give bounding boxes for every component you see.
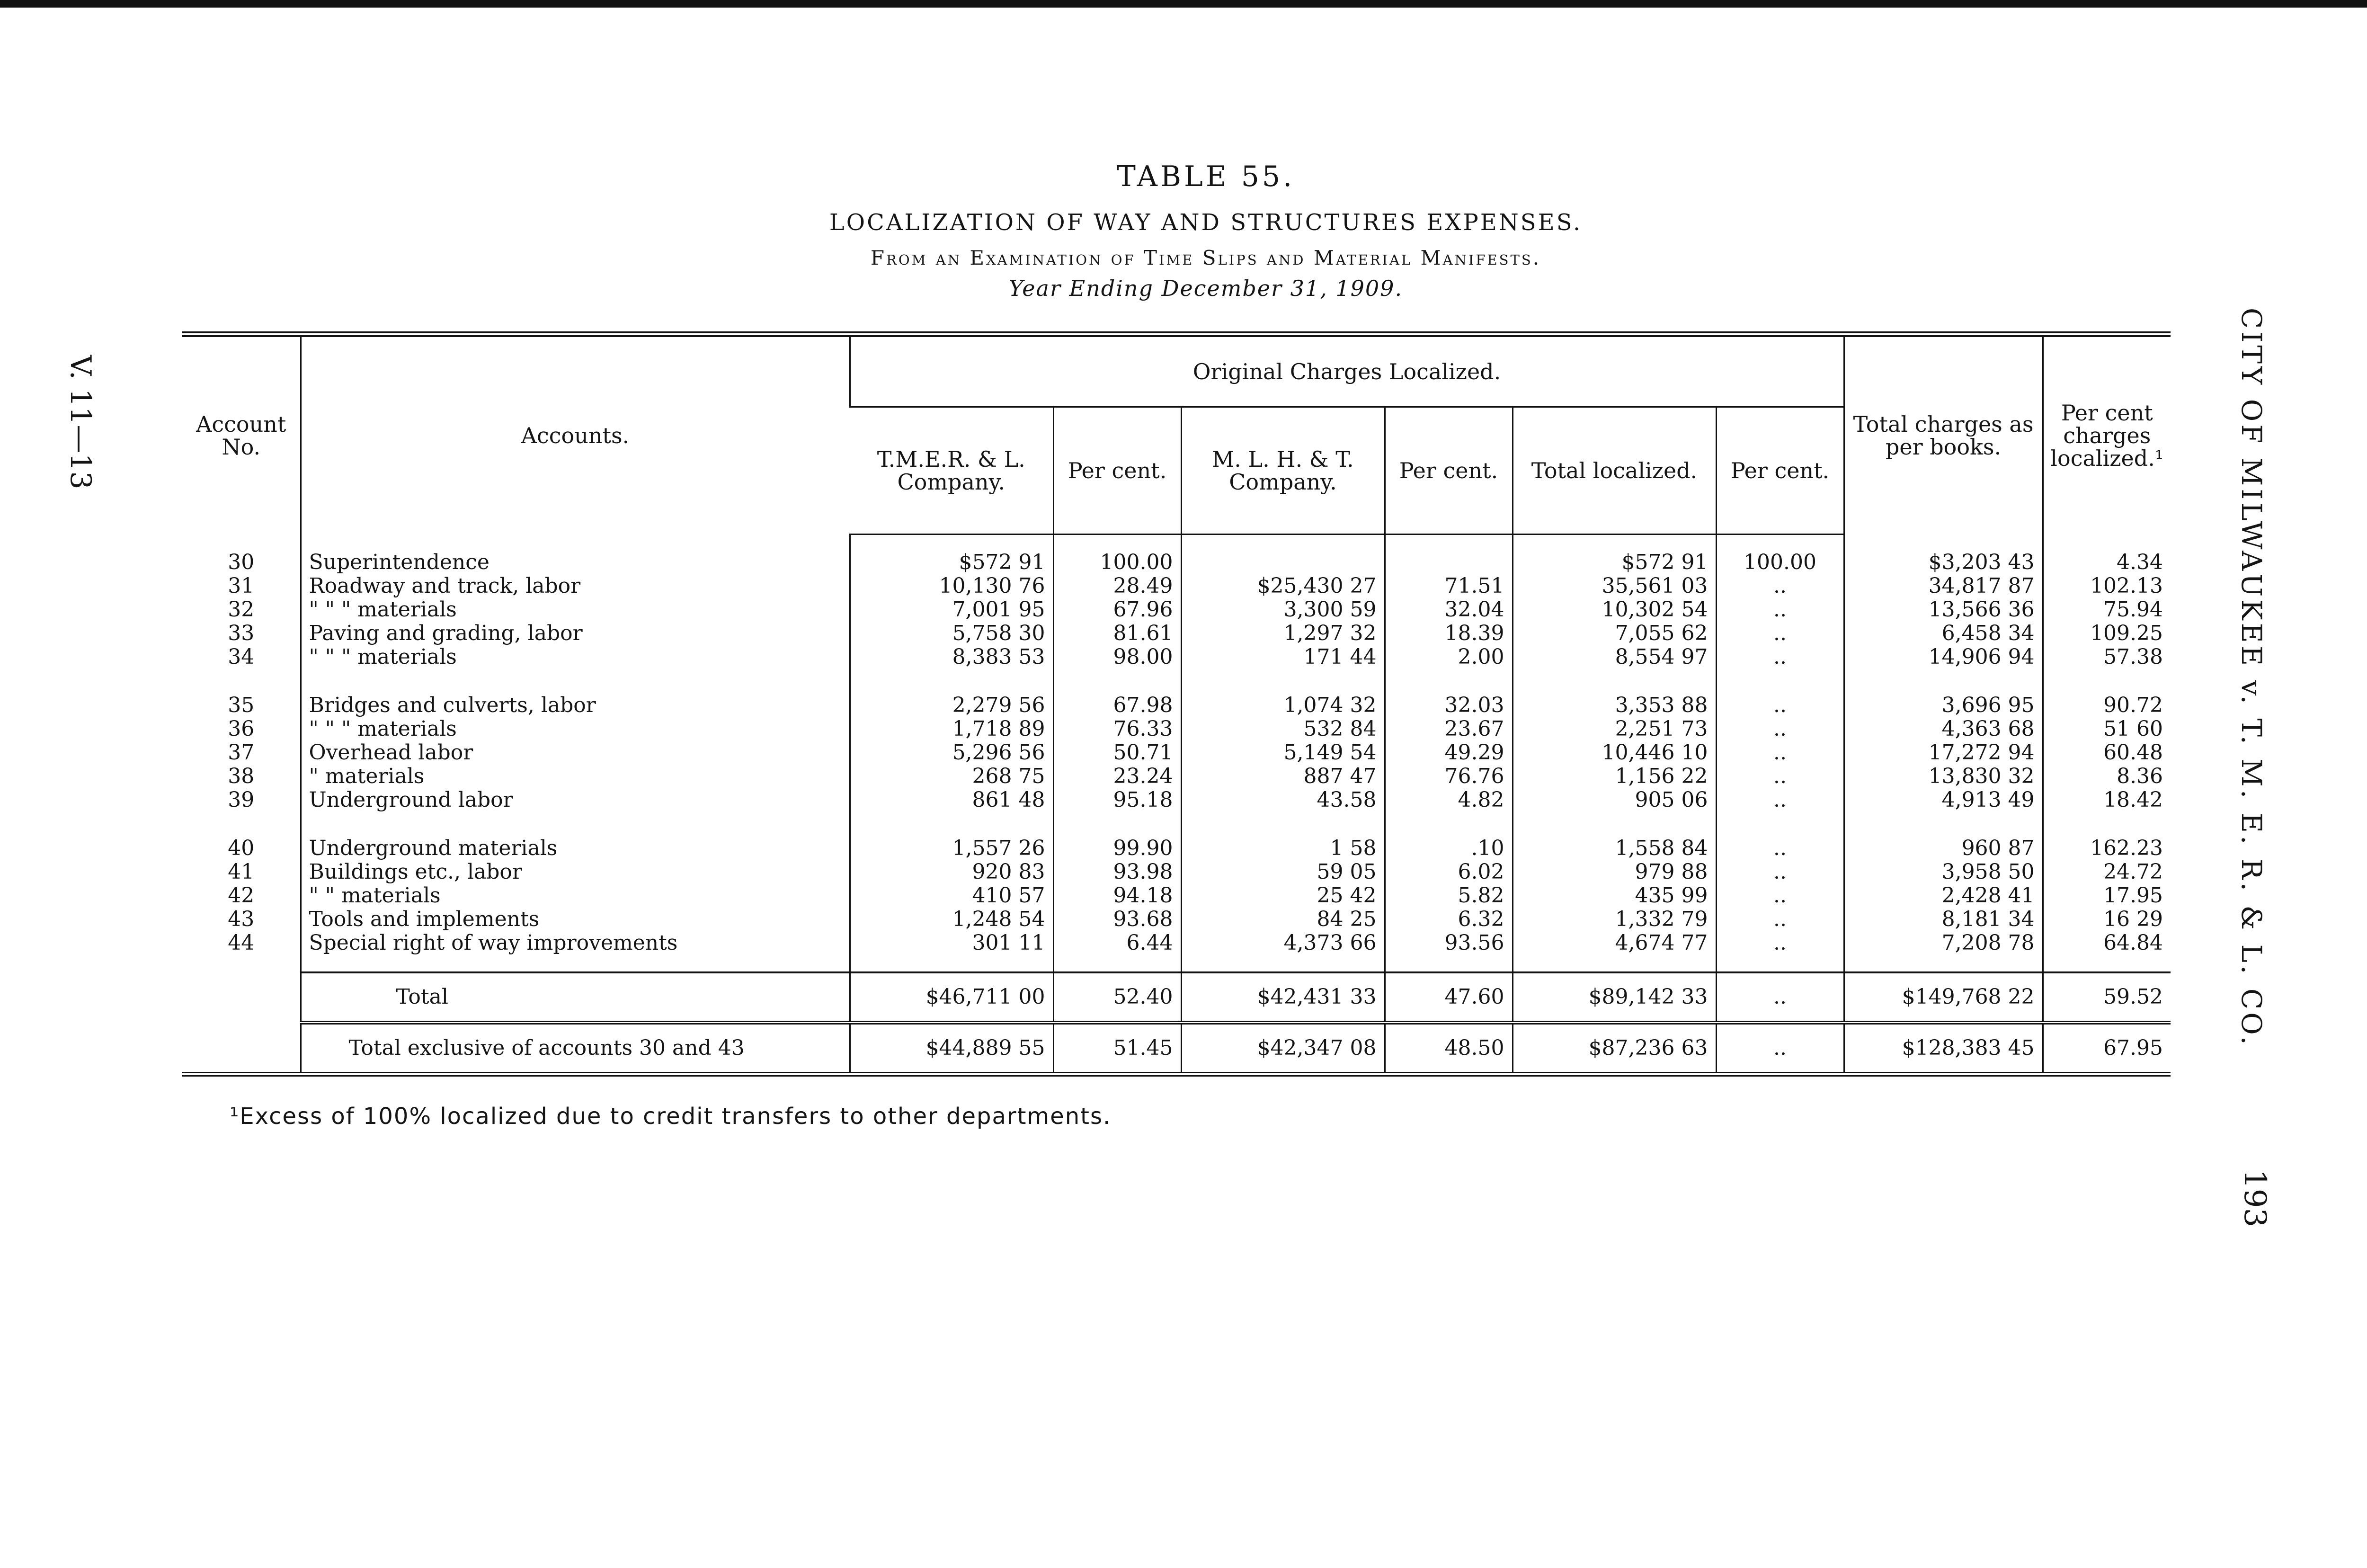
header-account-no: Account No.: [182, 334, 301, 535]
total-row-books: $149,768 22: [1844, 972, 2043, 1023]
table-row: [182, 694, 2171, 718]
mlht-amount: 3,300 59: [1181, 598, 1385, 622]
total-row-total-pct: ..: [1716, 972, 1844, 1023]
tmer-percent: 81.61: [1053, 622, 1181, 646]
account-name: Underground labor: [301, 789, 850, 812]
total-localized: 7,055 62: [1513, 622, 1716, 646]
table-row: [182, 551, 2171, 575]
total-localized: 10,446 10: [1513, 741, 1716, 765]
mlht-amount: 171 44: [1181, 646, 1385, 669]
account-number: 30: [228, 550, 255, 574]
total-localized: 435 99: [1513, 884, 1716, 908]
percent-localized: 18.42: [2043, 789, 2171, 812]
total-books: $3,203 43: [1844, 551, 2043, 575]
account-name: Overhead labor: [301, 741, 850, 765]
account-name: " " " materials: [301, 718, 850, 741]
table-source: From an Examination of Time Slips and Material Manifests.: [870, 246, 1541, 269]
percent-localized: 4.34: [2043, 551, 2171, 575]
table-row: [182, 861, 2171, 884]
mlht-percent: [1385, 551, 1513, 575]
mlht-amount: 84 25: [1181, 908, 1385, 932]
total-percent: ..: [1716, 837, 1844, 861]
table-row: [182, 837, 2171, 861]
percent-localized: 64.84: [2043, 932, 2171, 955]
account-name: Roadway and track, labor: [301, 575, 850, 598]
mlht-percent: 76.76: [1385, 765, 1513, 789]
table-row: [182, 598, 2171, 622]
percent-localized: 17.95: [2043, 884, 2171, 908]
total-percent: ..: [1716, 694, 1844, 718]
total-books: 8,181 34: [1844, 908, 2043, 932]
percent-localized: 60.48: [2043, 741, 2171, 765]
account-number: 44: [228, 931, 255, 955]
header-original-charges: Original Charges Localized.: [850, 334, 1844, 407]
tmer-amount: 1,248 54: [850, 908, 1053, 932]
total-localized: 35,561 03: [1513, 575, 1716, 598]
total-percent: ..: [1716, 646, 1844, 669]
total-books: 6,458 34: [1844, 622, 2043, 646]
percent-localized: 57.38: [2043, 646, 2171, 669]
mlht-amount: 1,297 32: [1181, 622, 1385, 646]
tmer-percent: 6.44: [1053, 932, 1181, 955]
mlht-percent: 5.82: [1385, 884, 1513, 908]
total-percent: 100.00: [1716, 551, 1844, 575]
total-localized: 1,558 84: [1513, 837, 1716, 861]
table-row: [182, 646, 2171, 669]
total-exclusive-row-total-pct: ..: [1716, 1023, 1844, 1074]
total-exclusive-row-total: $87,236 63: [1513, 1023, 1716, 1074]
group-gap: [182, 669, 2171, 694]
total-localized: 4,674 77: [1513, 932, 1716, 955]
tmer-percent: 93.98: [1053, 861, 1181, 884]
total-percent: ..: [1716, 575, 1844, 598]
table-row: [182, 718, 2171, 741]
total-books: 14,906 94: [1844, 646, 2043, 669]
account-number: 38: [228, 764, 255, 788]
total-percent: ..: [1716, 884, 1844, 908]
tmer-percent: 98.00: [1053, 646, 1181, 669]
total-books: 17,272 94: [1844, 741, 2043, 765]
percent-localized: 51 60: [2043, 718, 2171, 741]
account-name: Buildings etc., labor: [301, 861, 850, 884]
tmer-percent: 95.18: [1053, 789, 1181, 812]
table-row: [182, 908, 2171, 932]
footnote: ¹Excess of 100% localized due to credit transfers to other departments.: [230, 1103, 1112, 1130]
total-row-total: $89,142 33: [1513, 972, 1716, 1023]
tmer-percent: 67.96: [1053, 598, 1181, 622]
total-localized: 2,251 73: [1513, 718, 1716, 741]
total-localized: 3,353 88: [1513, 694, 1716, 718]
percent-localized: 75.94: [2043, 598, 2171, 622]
tmer-amount: 7,001 95: [850, 598, 1053, 622]
table-row: [182, 884, 2171, 908]
total-exclusive-row-tmer: $44,889 55: [850, 1023, 1053, 1074]
mlht-percent: .10: [1385, 837, 1513, 861]
account-number: 39: [228, 788, 255, 812]
mlht-percent: 71.51: [1385, 575, 1513, 598]
tmer-percent: 94.18: [1053, 884, 1181, 908]
volume-marker: V. 11—13: [64, 355, 97, 490]
total-exclusive-row-mlht: $42,347 08: [1181, 1023, 1385, 1074]
account-number: 33: [228, 621, 255, 645]
total-exclusive-row-pct: 67.95: [2043, 1023, 2171, 1074]
account-number: 34: [228, 645, 255, 669]
account-number: 42: [228, 883, 255, 908]
mlht-percent: 49.29: [1385, 741, 1513, 765]
account-number: 32: [228, 597, 255, 622]
total-books: 2,428 41: [1844, 884, 2043, 908]
total-percent: ..: [1716, 861, 1844, 884]
account-name: Underground materials: [301, 837, 850, 861]
total-exclusive-row-mlht-pct: 48.50: [1385, 1023, 1513, 1074]
total-percent: ..: [1716, 789, 1844, 812]
account-name: Tools and implements: [301, 908, 850, 932]
total-row-label: Total: [301, 972, 850, 1023]
percent-localized: 90.72: [2043, 694, 2171, 718]
percent-localized: 102.13: [2043, 575, 2171, 598]
mlht-amount: $25,430 27: [1181, 575, 1385, 598]
account-name: Superintendence: [301, 551, 850, 575]
total-books: 960 87: [1844, 837, 2043, 861]
tmer-amount: 1,718 89: [850, 718, 1053, 741]
tmer-amount: 5,296 56: [850, 741, 1053, 765]
header-mlht-company: M. L. H. & T. Company.: [1181, 407, 1385, 535]
table-title: LOCALIZATION OF WAY AND STRUCTURES EXPENSES.: [829, 209, 1583, 236]
tmer-percent: 100.00: [1053, 551, 1181, 575]
mlht-percent: 18.39: [1385, 622, 1513, 646]
header-accounts: Accounts.: [301, 334, 850, 535]
group-gap: [182, 812, 2171, 837]
table-number: TABLE 55.: [1116, 160, 1295, 193]
percent-localized: 162.23: [2043, 837, 2171, 861]
header-total-books: Total charges as per books.: [1844, 334, 2043, 535]
account-number: 43: [228, 907, 255, 931]
header-tmer-pct: Per cent.: [1053, 407, 1181, 535]
account-number: 41: [228, 860, 255, 884]
percent-localized: 16 29: [2043, 908, 2171, 932]
spacer-row: [182, 535, 2171, 552]
total-localized: 979 88: [1513, 861, 1716, 884]
tmer-percent: 99.90: [1053, 837, 1181, 861]
mlht-amount: 5,149 54: [1181, 741, 1385, 765]
mlht-percent: 2.00: [1385, 646, 1513, 669]
total-percent: ..: [1716, 622, 1844, 646]
spacer-row: [182, 955, 2171, 972]
account-number: 36: [228, 717, 255, 741]
tmer-amount: 5,758 30: [850, 622, 1053, 646]
total-row-tmer-pct: 52.40: [1053, 972, 1181, 1023]
table-period: Year Ending December 31, 1909.: [1008, 276, 1403, 301]
tmer-amount: 8,383 53: [850, 646, 1053, 669]
total-books: 13,566 36: [1844, 598, 2043, 622]
total-books: 4,363 68: [1844, 718, 2043, 741]
total-row-mlht-pct: 47.60: [1385, 972, 1513, 1023]
total-exclusive-row-books: $128,383 45: [1844, 1023, 2043, 1074]
table-row: [182, 575, 2171, 598]
header-total-pct: Per cent.: [1716, 407, 1844, 535]
total-exclusive-row-label: Total exclusive of accounts 30 and 43: [301, 1023, 850, 1074]
tmer-amount: 410 57: [850, 884, 1053, 908]
tmer-amount: 2,279 56: [850, 694, 1053, 718]
account-number: 40: [228, 836, 255, 860]
account-name: " " materials: [301, 884, 850, 908]
table-row: [182, 765, 2171, 789]
mlht-amount: 59 05: [1181, 861, 1385, 884]
mlht-amount: [1181, 551, 1385, 575]
total-percent: ..: [1716, 718, 1844, 741]
account-number: 35: [228, 693, 255, 717]
total-localized: 1,332 79: [1513, 908, 1716, 932]
total-books: 7,208 78: [1844, 932, 2043, 955]
tmer-amount: 268 75: [850, 765, 1053, 789]
tmer-percent: 67.98: [1053, 694, 1181, 718]
page-number: 193: [2237, 1169, 2272, 1228]
tmer-amount: $572 91: [850, 551, 1053, 575]
mlht-amount: 532 84: [1181, 718, 1385, 741]
tmer-percent: 93.68: [1053, 908, 1181, 932]
account-number: 31: [228, 574, 255, 598]
total-exclusive-row: [182, 1023, 2171, 1074]
total-row-mlht: $42,431 33: [1181, 972, 1385, 1023]
tmer-amount: 861 48: [850, 789, 1053, 812]
percent-localized: 24.72: [2043, 861, 2171, 884]
total-localized: 905 06: [1513, 789, 1716, 812]
total-row-pct: 59.52: [2043, 972, 2171, 1023]
account-name: " " " materials: [301, 598, 850, 622]
mlht-percent: 4.82: [1385, 789, 1513, 812]
mlht-percent: 6.02: [1385, 861, 1513, 884]
account-name: Paving and grading, labor: [301, 622, 850, 646]
total-books: 3,696 95: [1844, 694, 2043, 718]
total-percent: ..: [1716, 765, 1844, 789]
percent-localized: 109.25: [2043, 622, 2171, 646]
header-mlht-pct: Per cent.: [1385, 407, 1513, 535]
mlht-amount: 43.58: [1181, 789, 1385, 812]
total-localized: 1,156 22: [1513, 765, 1716, 789]
header-tmer-company: T.M.E.R. & L. Company.: [850, 407, 1053, 535]
account-name: Special right of way improvements: [301, 932, 850, 955]
total-percent: ..: [1716, 908, 1844, 932]
table-row: [182, 741, 2171, 765]
tmer-percent: 28.49: [1053, 575, 1181, 598]
localization-table: [182, 331, 2171, 1077]
top-border: [0, 0, 2367, 8]
mlht-percent: 6.32: [1385, 908, 1513, 932]
total-localized: 8,554 97: [1513, 646, 1716, 669]
mlht-percent: 23.67: [1385, 718, 1513, 741]
header-total-localized: Total localized.: [1513, 407, 1716, 535]
tmer-amount: 1,557 26: [850, 837, 1053, 861]
total-books: 4,913 49: [1844, 789, 2043, 812]
blank-cell: [182, 972, 301, 1023]
mlht-amount: 1 58: [1181, 837, 1385, 861]
blank-cell: [182, 1023, 301, 1074]
running-head: CITY OF MILWAUKEE v. T. M. E. R. & L. CO.: [2235, 308, 2268, 1048]
account-name: Bridges and culverts, labor: [301, 694, 850, 718]
tmer-percent: 50.71: [1053, 741, 1181, 765]
mlht-amount: 1,074 32: [1181, 694, 1385, 718]
mlht-percent: 93.56: [1385, 932, 1513, 955]
table-body: [182, 535, 2171, 1075]
tmer-amount: 301 11: [850, 932, 1053, 955]
total-percent: ..: [1716, 598, 1844, 622]
tmer-percent: 23.24: [1053, 765, 1181, 789]
mlht-percent: 32.04: [1385, 598, 1513, 622]
table-row: [182, 789, 2171, 812]
total-books: 34,817 87: [1844, 575, 2043, 598]
total-localized: 10,302 54: [1513, 598, 1716, 622]
header-pct-localized: Per cent charges localized.¹: [2043, 334, 2171, 535]
mlht-amount: 4,373 66: [1181, 932, 1385, 955]
total-percent: ..: [1716, 741, 1844, 765]
table-row: [182, 932, 2171, 955]
total-exclusive-row-tmer-pct: 51.45: [1053, 1023, 1181, 1074]
total-books: 13,830 32: [1844, 765, 2043, 789]
table-row: [182, 622, 2171, 646]
total-localized: $572 91: [1513, 551, 1716, 575]
percent-localized: 8.36: [2043, 765, 2171, 789]
total-row-tmer: $46,711 00: [850, 972, 1053, 1023]
account-number: 37: [228, 740, 255, 765]
tmer-percent: 76.33: [1053, 718, 1181, 741]
account-name: " materials: [301, 765, 850, 789]
mlht-amount: 887 47: [1181, 765, 1385, 789]
mlht-amount: 25 42: [1181, 884, 1385, 908]
tmer-amount: 920 83: [850, 861, 1053, 884]
total-percent: ..: [1716, 932, 1844, 955]
total-row: [182, 972, 2171, 1023]
total-books: 3,958 50: [1844, 861, 2043, 884]
mlht-percent: 32.03: [1385, 694, 1513, 718]
account-name: " " " materials: [301, 646, 850, 669]
tmer-amount: 10,130 76: [850, 575, 1053, 598]
